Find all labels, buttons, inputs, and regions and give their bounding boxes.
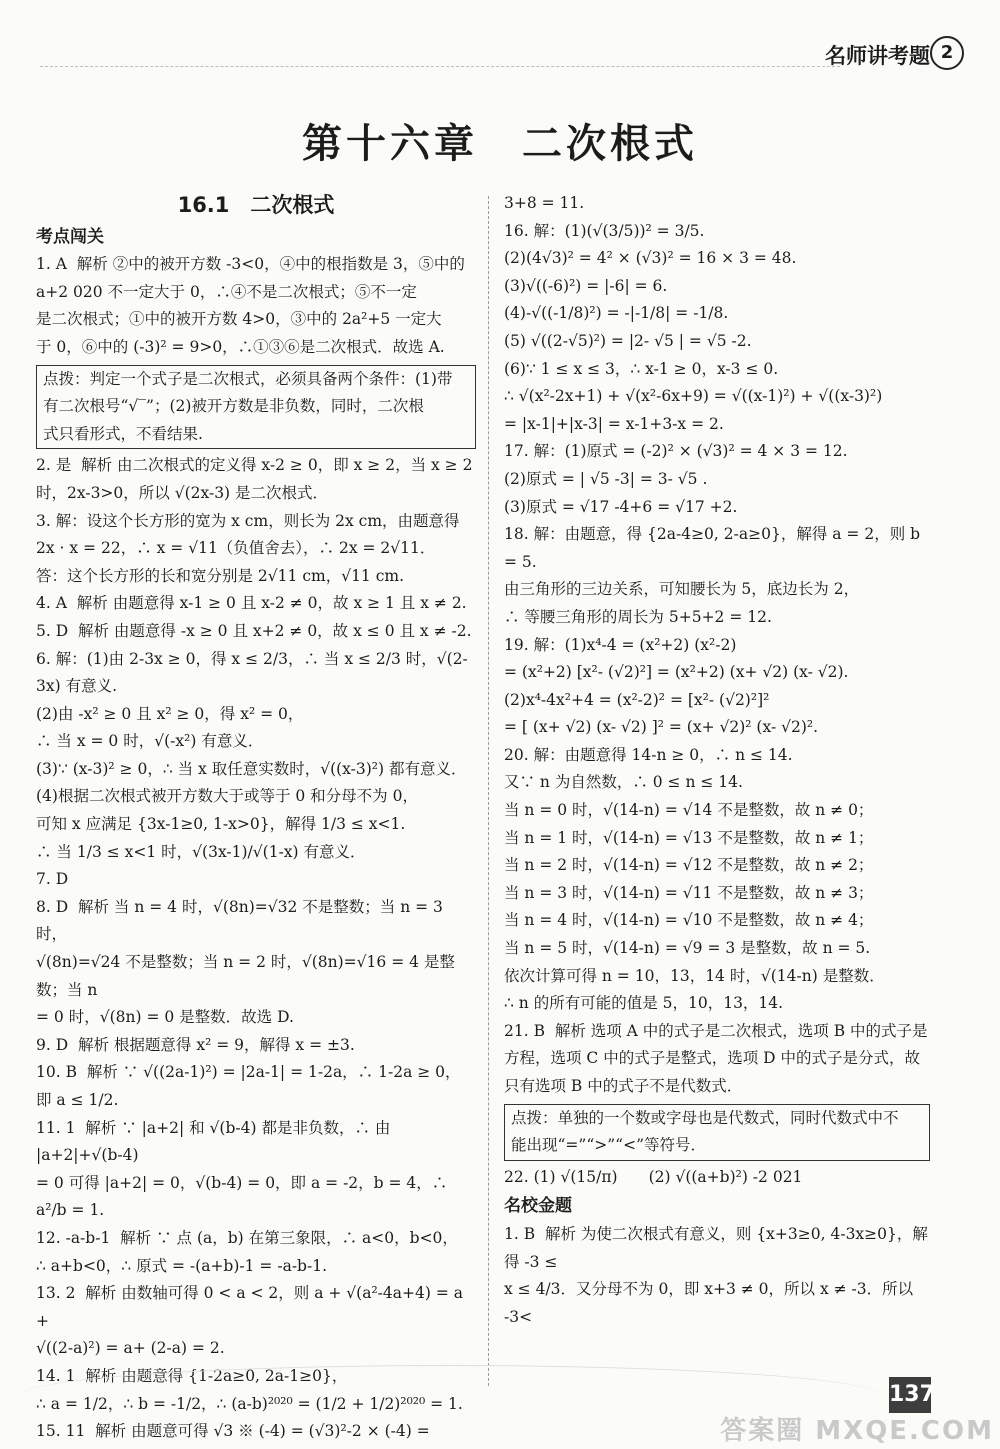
tip-box: [504, 1104, 930, 1161]
answer-line: 14. 1 解析 由题意得 {1-2a≥0, 2a-1≥0}，: [36, 1366, 348, 1385]
answer-line: (5) √((2-√5)²) = |2- √5 | = √5 -2.: [504, 331, 752, 350]
answer-line: a+2 020 不一定大于 0，∴④不是二次根式；⑤不一定: [36, 282, 417, 301]
answer-line: (2)由 -x² ≥ 0 且 x² ≥ 0，得 x² = 0，: [36, 704, 304, 723]
answer-line: √(8n)=√24 不是整数；当 n = 2 时，√(8n)=√16 = 4 是整数；当 n: [36, 953, 455, 999]
brand-logo-icon: 2: [930, 36, 964, 70]
answer-line: (3)原式 = √17 -4+6 = √17 +2.: [504, 497, 738, 516]
answer-line: 1. A 解析 ②中的被开方数 -3<0，④中的根指数是 3，⑤中的: [36, 255, 465, 274]
tip-line: 点拨：判定一个式子是二次根式，必须具备两个条件：(1)带: [43, 369, 453, 388]
answer-line: 可知 x 应满足 {3x-1≥0, 1-x>0}，解得 1/3 ≤ x<1.: [36, 815, 406, 834]
answer-line: ∴ √(x²-2x+1) + √(x²-6x+9) = √((x-1)²) + √((x-3)²): [504, 387, 883, 406]
answer-line: 2x · x = 22，∴ x = √11（负值舍去），∴ 2x = 2√11．: [36, 539, 436, 558]
answer-line: (3)√((-6)²) = |-6| = 6.: [504, 276, 668, 295]
answer-line: = 0 时，√(8n) = 0 是整数．故选 D.: [36, 1008, 294, 1027]
tip-line: 式只看形式，不看结果.: [43, 424, 203, 443]
answer-line: 9. D 解析 根据题意得 x² = 9，解得 x = ±3.: [36, 1035, 355, 1054]
answer-line: 18. 解：由题意，得 {2a-4≥0, 2-a≥0}，解得 a = 2，则 b = 5.: [504, 525, 925, 571]
answer-line: = (x²+2) [x²- (√2)²] = (x²+2) (x+ √2) (x- √2).: [504, 663, 849, 682]
brand-title: 名师讲考题: [825, 44, 930, 68]
answer-line: 时，2x-3>0，所以 √(2x-3) 是二次根式．: [36, 483, 329, 502]
tip-line: 有二次根号“√‾”；(2)被开方数是非负数，同时，二次根: [43, 397, 424, 416]
page-number: 137: [889, 1377, 931, 1413]
chapter-title: 第十六章 二次根式: [302, 121, 698, 167]
tip-line: 点拨：单独的一个数或字母也是代数式，同时代数式中不: [511, 1108, 899, 1127]
answer-line: 21. B 解析 选项 A 中的式子是二次根式，选项 B 中的式子是: [504, 1021, 928, 1040]
answer-line: 20. 解：由题意得 14-n ≥ 0，∴ n ≤ 14.: [504, 745, 793, 764]
answer-line: 15. 11 解析 由题意可得 √3 ※ (-4) = (√3)²-2 × (-4) =: [36, 1422, 430, 1441]
answer-line: 11. 1 解析 ∵ |a+2| 和 √(b-4) 都是非负数，∴ 由 |a+2|+√(b-4): [36, 1118, 396, 1165]
answer-line: 22. (1) √(15/π) (2) √((a+b)²) -2 021: [504, 1167, 803, 1186]
column-divider: [488, 196, 489, 1386]
answer-line: 10. B 解析 ∵ √((2a-1)²) = |2a-1| = 1-2a，∴ 1-2a ≥ 0，即 a ≤ 1/2.: [36, 1063, 461, 1109]
left-answers-block-1: [36, 251, 476, 361]
answer-line: (2)x⁴-4x²+4 = (x²-2)² = [x²- (√2)²]²: [504, 690, 770, 709]
tip-line: 能出现“=”“>”“<”等符号．: [511, 1136, 707, 1155]
right-column: [504, 190, 930, 1331]
answer-line: 2. 是 解析 由二次根式的定义得 x-2 ≥ 0，即 x ≥ 2，当 x ≥ 2: [36, 456, 473, 475]
answer-line: 6. 解：(1)由 2-3x ≥ 0，得 x ≤ 2/3，∴ 当 x ≤ 2/3 时，√(2-3x) 有意义.: [36, 649, 468, 696]
answer-line: 3+8 = 11.: [504, 194, 585, 212]
answer-line: 13. 2 解析 由数轴可得 0 < a < 2，则 a + √(a²-4a+4) = a +: [36, 1284, 468, 1330]
answer-line: 7. D: [36, 870, 69, 889]
answer-line: 12. -a-b-1 解析 ∵ 点 (a，b) 在第三象限，∴ a<0，b<0，: [36, 1228, 458, 1247]
answer-line: ∴ 当 1/3 ≤ x<1 时，√(3x-1)/√(1-x) 有意义．: [36, 842, 366, 861]
answer-line: (3)∵ (x-3)² ≥ 0，∴ 当 x 取任意实数时，√((x-3)²) 都有意义．: [36, 759, 467, 778]
answer-line: 当 n = 3 时，√(14-n) = √11 不是整数，故 n ≠ 3；: [504, 883, 874, 902]
answer-line: (6)∵ 1 ≤ x ≤ 3，∴ x-1 ≥ 0，x-3 ≤ 0.: [504, 359, 779, 378]
answer-line: ∴ n 的所有可能的值是 5，10，13，14.: [504, 994, 784, 1013]
answer-line: 16. 解：(1)(√(3/5))² = 3/5.: [504, 221, 705, 240]
watermark: 答案圈 MXQE.COM: [720, 1416, 994, 1446]
answer-line: 只有选项 B 中的式子不是代数式．: [504, 1077, 743, 1095]
right-answers-block-2: [504, 1164, 930, 1192]
answer-line: = [ (x+ √2) (x- √2) ]² = (x+ √2)² (x- √2)².: [504, 718, 819, 737]
header-rule: [40, 66, 840, 67]
answer-line: ∴ 当 x = 0 时，√(-x²) 有意义．: [36, 732, 264, 751]
answer-line: 当 n = 5 时，√(14-n) = √9 = 3 是整数，故 n = 5.: [504, 939, 871, 958]
answer-line: ∴ 等腰三角形的周长为 5+5+2 = 12.: [504, 607, 772, 626]
answer-line: 8. D 解析 当 n = 4 时，√(8n)=√32 不是整数；当 n = 3 时，: [36, 897, 448, 944]
answer-line: 3. 解：设这个长方形的宽为 x cm，则长为 2x cm，由题意得: [36, 511, 460, 530]
subsection-title: 考点闯关: [36, 226, 104, 247]
answer-line: 方程，选项 C 中的式子是整式，选项 D 中的式子是分式，故: [504, 1049, 920, 1068]
section-title: 16.1 二次根式: [177, 193, 335, 217]
right-answers-block-1: [504, 190, 930, 1101]
answer-line: 又∵ n 为自然数，∴ 0 ≤ n ≤ 14.: [504, 773, 743, 792]
tip-box: [36, 365, 476, 450]
answer-line: 19. 解：(1)x⁴-4 = (x²+2) (x²-2): [504, 635, 737, 654]
answer-line: (2)(4√3)² = 4² × (√3)² = 16 × 3 = 48.: [504, 249, 797, 268]
answer-line: 依次计算可得 n = 10，13，14 时，√(14-n) 是整数．: [504, 966, 885, 985]
left-column: [36, 190, 476, 1446]
answer-line: 5. D 解析 由题意得 -x ≥ 0 且 x+2 ≠ 0，故 x ≤ 0 且 x ≠ -2.: [36, 621, 472, 640]
answer-line: = |x-1|+|x-3| = x-1+3-x = 2.: [504, 414, 724, 433]
answer-line: 当 n = 0 时，√(14-n) = √14 不是整数，故 n ≠ 0；: [504, 801, 874, 820]
answer-line: (4)-√((-1/8)²) = -|-1/8| = -1/8.: [504, 304, 729, 323]
answer-line: (2)原式 = | √5 -3| = 3- √5 .: [504, 469, 708, 488]
answer-line: 于 0，⑥中的 (-3)² = 9>0，∴①③⑥是二次根式．故选 A.: [36, 337, 445, 356]
answer-line: 是二次根式；①中的被开方数 4>0，③中的 2a²+5 一定大: [36, 310, 442, 329]
subsection-title: 名校金题: [504, 1196, 572, 1217]
answer-line: √((2-a)²) = a+ (2-a) = 2.: [36, 1339, 225, 1358]
answer-line: 1. B 解析 为使二次根式有意义，则 {x+3≥0, 4-3x≥0}，解得 -3 ≤: [504, 1224, 928, 1271]
answer-line: ∴ a = 1/2，∴ b = -1/2，∴ (a-b)²⁰²⁰ = (1/2 + 1/2)²⁰²⁰ = 1.: [36, 1394, 463, 1413]
left-answers-block-2: [36, 452, 476, 1445]
answer-line: (4)根据二次根式被开方数大于或等于 0 和分母不为 0，: [36, 787, 418, 806]
answer-line: 由三角形的三边关系，可知腰长为 5，底边长为 2，: [504, 580, 860, 599]
answer-line: = 0 可得 |a+2| = 0，√(b-4) = 0，即 a = -2，b = 4，∴ a²/b = 1.: [36, 1173, 453, 1220]
answer-line: x ≤ 4/3．又分母不为 0，即 x+3 ≠ 0，所以 x ≠ -3．所以 -3<: [504, 1280, 919, 1326]
answer-line: 4. A 解析 由题意得 x-1 ≥ 0 且 x-2 ≠ 0，故 x ≥ 1 且 x ≠ 2.: [36, 594, 467, 613]
answer-line: 当 n = 1 时，√(14-n) = √13 不是整数，故 n ≠ 1；: [504, 828, 874, 847]
answer-line: 17. 解：(1)原式 = (-2)² × (√3)² = 4 × 3 = 12.: [504, 442, 848, 461]
right-answers-block-3: [504, 1221, 930, 1331]
answer-line: 当 n = 4 时，√(14-n) = √10 不是整数，故 n ≠ 4；: [504, 911, 874, 930]
answer-line: ∴ a+b<0，∴ 原式 = -(a+b)-1 = -a-b-1.: [36, 1256, 328, 1275]
answer-line: 当 n = 2 时，√(14-n) = √12 不是整数，故 n ≠ 2；: [504, 856, 874, 875]
answer-line: 答：这个长方形的长和宽分别是 2√11 cm，√11 cm.: [36, 566, 405, 585]
